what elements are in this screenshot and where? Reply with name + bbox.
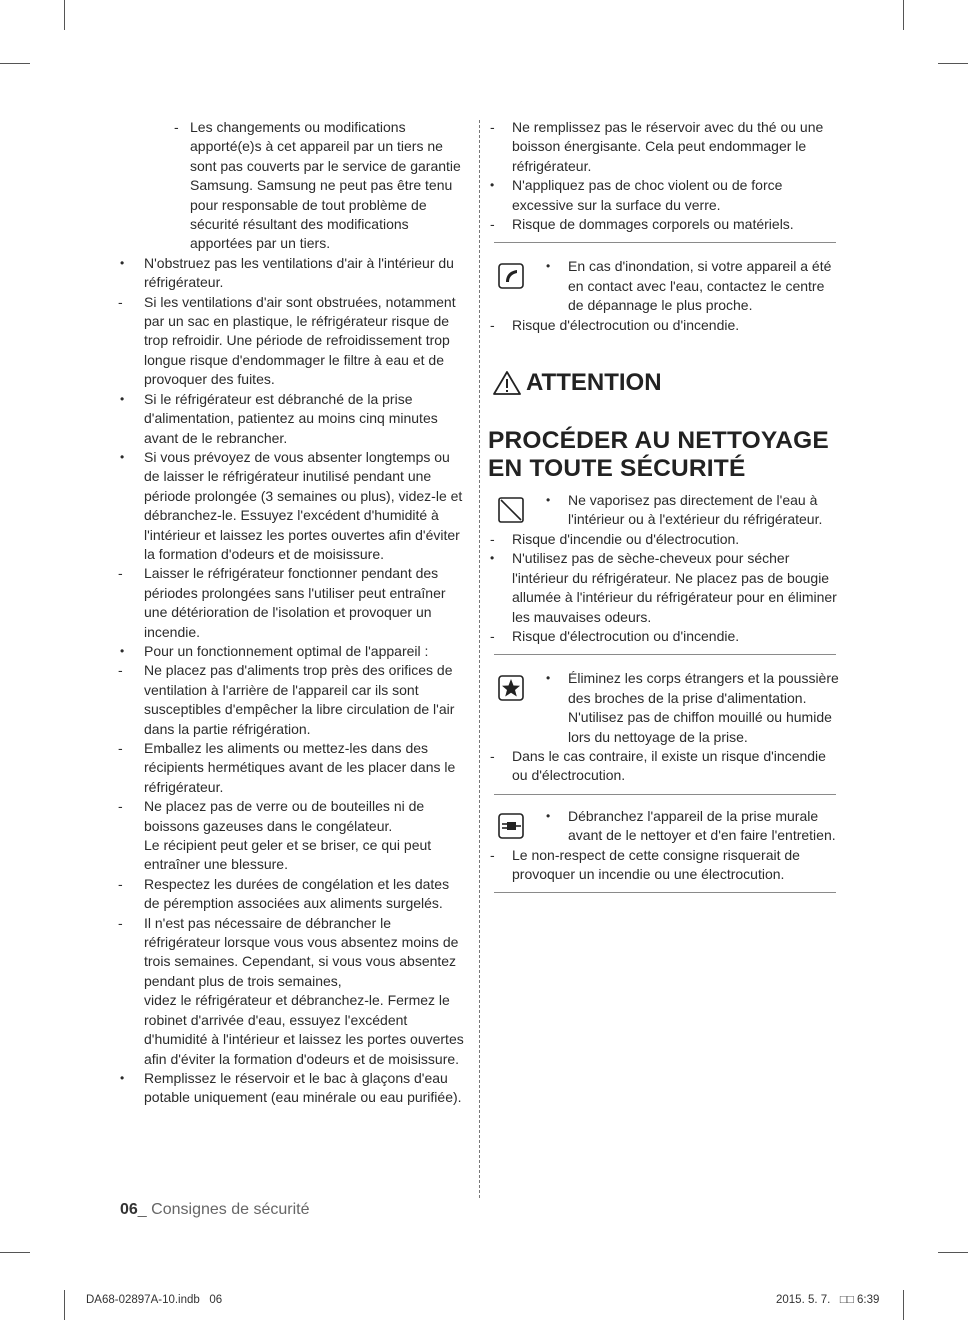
print-file-info: DA68-02897A-10.indb 06: [86, 1294, 223, 1306]
list-item: • Pour un fonctionnement optimal de l'appareil :: [120, 642, 429, 659]
list-item: - Emballez les aliments ou mettez-les dans des récipients hermétiques avant de les placer dans le réfrigérateur.: [118, 740, 456, 795]
column-divider: [479, 120, 480, 1198]
star-caution-icon: [498, 675, 524, 701]
print-date-info: 2015. 5. 7. □□ 6:39: [776, 1294, 880, 1306]
warning-triangle-icon: [492, 370, 522, 396]
list-item: • N'obstruez pas les ventilations d'air à l'intérieur du réfrigérateur.: [120, 254, 454, 291]
crop-mark: [0, 1252, 30, 1253]
right-column: [488, 118, 840, 893]
list-item: - Laisser le réfrigérateur fonctionner pendant des périodes prolongées sans l'utiliser peut entraîner une détérioration de l'isolation et provoquer un incendie.: [118, 565, 446, 640]
list-item: - Risque de dommages corporels ou matériels.: [490, 216, 794, 233]
crop-mark: [64, 0, 65, 30]
list-item: - Dans le cas contraire, il existe un risque d'incendie ou d'électrocution.: [490, 747, 826, 784]
divider: [494, 892, 836, 893]
list-item: - Ne remplissez pas le réservoir avec du thé ou une boisson énergisante. Cela peut endommager le réfrigérateur.: [490, 119, 824, 174]
list-item: • Si le réfrigérateur est débranché de la prise d'alimentation, patientez au moins cinq minutes avant de le rebrancher.: [120, 390, 438, 446]
list-item: • N'appliquez pas de choc violent ou de force excessive sur la surface du verre.: [490, 177, 783, 213]
crop-mark: [938, 1252, 968, 1253]
list-item: - Il n'est pas nécessaire de débrancher le réfrigérateur lorsque vous vous absentez moins de trois semaines. Cependant, si vous vous absentez pendant plus de trois semaines, videz le réfrigérateur et débranchez-le. Fermez le robinet d'arrivée d'eau, essuyez l'excédent d'humidité à l'intérieur et laissez les portes ouvertes afin d'éviter la formation d'odeurs et de moisissure.: [118, 914, 464, 1067]
attention-heading: ATTENTION: [488, 369, 840, 397]
no-spray-warning: • Ne vaporisez pas directement de l'eau à l'intérieur ou à l'extérieur du réfrigérateur.: [488, 491, 840, 530]
list-item: • Remplissez le réservoir et le bac à glaçons d'eau potable uniquement (eau minérale ou eau purifiée).: [120, 1069, 462, 1106]
divider: [494, 242, 836, 243]
list-item: • N'utilisez pas de sèche-cheveux pour sécher l'intérieur du réfrigérateur. Ne placez pas de bougie allumée à l'intérieur du réfrigérateur pour en éliminer les mauvaises odeurs.: [490, 550, 837, 625]
list-item: - Ne placez pas de verre ou de bouteilles ni de boissons gazeuses dans le congélateur. Le récipient peut geler et se briser, ce qui peut entraîner une blessure.: [118, 798, 432, 873]
list-item: - Risque d'incendie ou d'électrocution.: [490, 530, 740, 547]
phone-call-icon: [498, 263, 524, 289]
flood-warning: • En cas d'inondation, si votre appareil a été en contact avec l'eau, contactez le centre de dépannage le plus proche.: [488, 257, 840, 315]
crop-mark: [903, 1290, 904, 1320]
list-item: - Respectez les durées de congélation et les dates de péremption associées aux aliments surgelés.: [118, 875, 450, 912]
crop-mark: [938, 63, 968, 64]
crop-mark: [64, 1290, 65, 1320]
list-item: - Ne placez pas d'aliments trop près des orifices de ventilation à l'arrière de l'appareil car ils sont susceptibles d'empêcher la libre circulation de l'air dans la partie réfrigération.: [118, 662, 455, 737]
unplug-warning: • Débranchez l'appareil de la prise murale avant de le nettoyer et d'en faire l'entretien.: [488, 807, 840, 846]
crop-mark: [0, 63, 30, 64]
list-item: - Les changements ou modifications apporté(e)s à cet appareil par un tiers ne sont pas couverts par le service de garantie Samsung. Samsung ne peut pas être tenu pour responsable de tout problème de sécurité résultant des modifications apportées par un tiers.: [174, 119, 461, 252]
left-column: [112, 118, 468, 1108]
crop-mark: [903, 0, 904, 30]
section-title: PROCÉDER AU NETTOYAGE EN TOUTE SÉCURITÉ: [488, 427, 829, 483]
divider: [494, 654, 836, 655]
list-item: - Risque d'électrocution ou d'incendie.: [490, 316, 740, 333]
list-item: • Si vous prévoyez de vous absenter longtemps ou de laisser le réfrigérateur inutilisé pendant une période prolongée (3 semaines ou plus), videz-le et débranchez-le. Essuyez l'excédent d'humidité à l'intérieur et laissez les portes ouvertes afin d'éviter la formation d'odeurs et de moisissure.: [120, 448, 463, 562]
page-number: 06: [120, 1201, 138, 1218]
page-footer: 06_ Consignes de sécurité: [120, 1201, 310, 1218]
list-item: - Risque d'électrocution ou d'incendie.: [490, 627, 740, 644]
list-item: - Si les ventilations d'air sont obstruées, notamment par un sac en plastique, le réfrigérateur risque de trop refroidir. Une période de refroidissement trop longue risque d'endommager le filtre à eau et de provoquer des fuites.: [118, 293, 456, 388]
divider: [494, 794, 836, 795]
section-name: Consignes de sécurité: [151, 1201, 310, 1218]
list-item: - Le non-respect de cette consigne risquerait de provoquer un incendie ou une électrocution.: [490, 846, 800, 882]
no-spray-icon: [498, 497, 524, 523]
unplug-icon: [498, 813, 524, 839]
dust-warning: • Éliminez les corps étrangers et la poussière des broches de la prise d'alimentation. N'utilisez pas de chiffon mouillé ou humide lors du nettoyage de la prise.: [488, 669, 840, 747]
